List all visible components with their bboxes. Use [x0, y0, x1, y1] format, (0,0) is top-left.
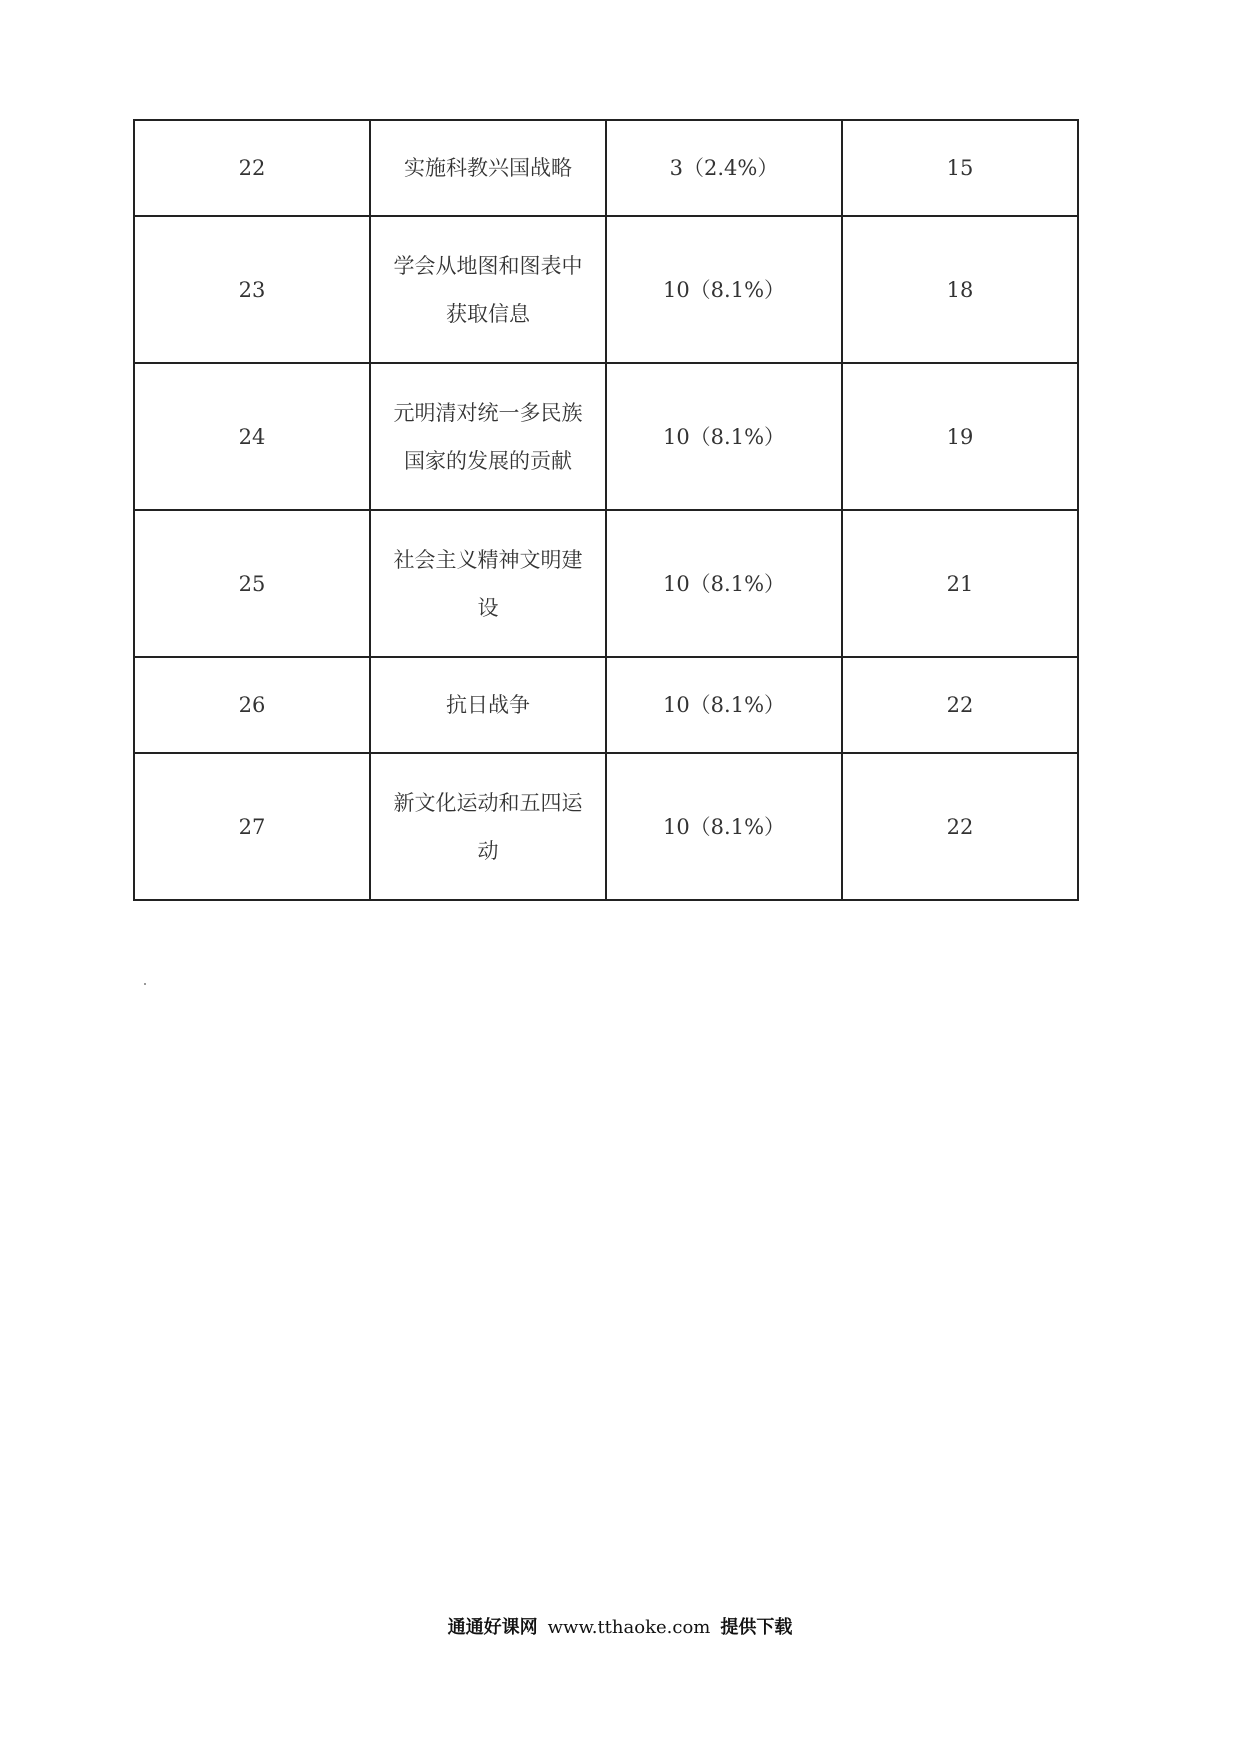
footer-suffix: 提供下载: [720, 1617, 793, 1638]
page-footer: [0, 1613, 1240, 1639]
table-row: [134, 216, 1078, 363]
table-row: [134, 657, 1078, 753]
count-cell: 10（8.1%）: [606, 753, 842, 900]
table-row: [134, 363, 1078, 510]
rank-cell: 22: [842, 753, 1078, 900]
topic-cell: 新文化运动和五四运动: [370, 753, 606, 900]
row-number: 23: [134, 216, 370, 363]
count-cell: 10（8.1%）: [606, 657, 842, 753]
topic-cell: 抗日战争: [370, 657, 606, 753]
footer-site-name: 通通好课网: [447, 1617, 538, 1638]
row-number: 26: [134, 657, 370, 753]
topic-cell: 学会从地图和图表中获取信息: [370, 216, 606, 363]
table-row: [134, 510, 1078, 657]
stray-dot: [144, 983, 146, 985]
table-row: [134, 120, 1078, 216]
footer-url: www.tthaoke.com: [547, 1617, 711, 1638]
rank-cell: 15: [842, 120, 1078, 216]
rank-cell: 19: [842, 363, 1078, 510]
count-cell: 10（8.1%）: [606, 216, 842, 363]
count-cell: 3（2.4%）: [606, 120, 842, 216]
topic-cell: 社会主义精神文明建设: [370, 510, 606, 657]
topic-cell: 实施科教兴国战略: [370, 120, 606, 216]
row-number: 27: [134, 753, 370, 900]
data-table: [133, 119, 1079, 901]
row-number: 22: [134, 120, 370, 216]
rank-cell: 18: [842, 216, 1078, 363]
topic-cell: 元明清对统一多民族国家的发展的贡献: [370, 363, 606, 510]
count-cell: 10（8.1%）: [606, 363, 842, 510]
rank-cell: 21: [842, 510, 1078, 657]
count-cell: 10（8.1%）: [606, 510, 842, 657]
rank-cell: 22: [842, 657, 1078, 753]
table-row: [134, 753, 1078, 900]
row-number: 24: [134, 363, 370, 510]
row-number: 25: [134, 510, 370, 657]
